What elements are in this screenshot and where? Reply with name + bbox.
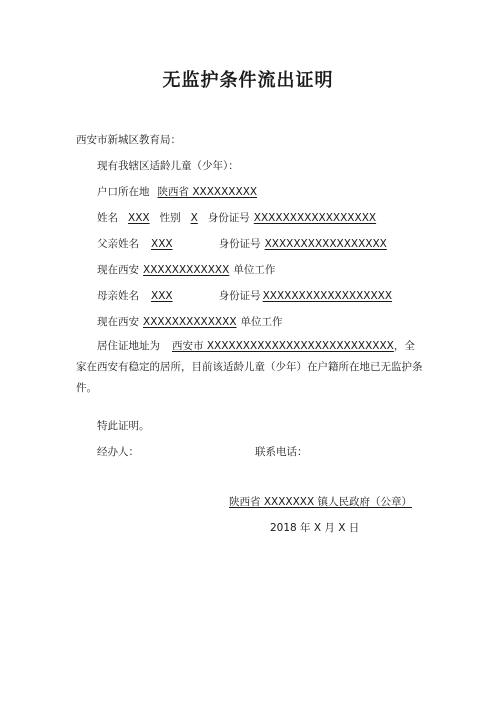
mother-work-line xyxy=(97,315,283,329)
child-info-line xyxy=(97,211,376,225)
father-label: 父亲姓名 xyxy=(97,238,139,250)
handler-label: 经办人： xyxy=(97,446,139,458)
father-line xyxy=(97,237,387,251)
residence-paragraph xyxy=(76,336,424,399)
father-id: XXXXXXXXXXXXXXXXX xyxy=(264,238,387,250)
id-label: 身份证号 xyxy=(207,212,250,224)
recipient-line: 西安市新城区教育局： xyxy=(76,134,181,146)
intro-line: 现有我辖区适龄儿童（少年）： xyxy=(97,160,239,172)
residence-value: 西安市 XXXXXXXXXXXXXXXXXXXXXXXXXX xyxy=(172,340,394,352)
mother-work-prefix: 现在西安 xyxy=(97,316,139,328)
mother-label: 母亲姓名 xyxy=(97,290,139,302)
hukou-value: 陕西省 XXXXXXXXX xyxy=(157,186,258,198)
name-label: 姓名 xyxy=(97,212,118,224)
phone-label: 联系电话： xyxy=(255,446,308,458)
date-line: 2018 年 X 月 X 日 xyxy=(270,522,360,534)
mother-name: XXX xyxy=(151,290,173,302)
father-id-label: 身份证号 xyxy=(218,238,261,250)
name-value: XXX xyxy=(128,212,150,224)
gender-value: X xyxy=(190,212,198,224)
father-name: XXX xyxy=(151,238,173,250)
issuer: 陕西省 XXXXXXX 镇人民政府（公章） xyxy=(229,496,413,508)
father-work-prefix: 现在西安 xyxy=(97,264,139,276)
father-work-suffix: 单位工作 xyxy=(233,264,276,276)
signature-line xyxy=(97,445,308,459)
residence-rest: ，全家在西安有稳定的居所，目前该适龄儿童（少年）在户籍所在地已无监护条件。 xyxy=(76,340,423,394)
certify-line: 特此证明。 xyxy=(97,420,150,432)
mother-line xyxy=(97,289,392,303)
issuer-line xyxy=(229,495,412,509)
hukou-label: 户口所在地 xyxy=(97,186,150,198)
id-value: XXXXXXXXXXXXXXXXX xyxy=(253,212,377,224)
residence-label: 居住证地址为 xyxy=(97,340,160,352)
mother-id: XXXXXXXXXXXXXXXXXX xyxy=(262,290,393,302)
document-title: 无监护条件流出证明 xyxy=(162,70,334,91)
mother-work-suffix: 单位工作 xyxy=(240,316,283,328)
father-work-value: XXXXXXXXXXXX xyxy=(143,264,230,276)
mother-work-value: XXXXXXXXXXXXX xyxy=(143,316,237,328)
hukou-line xyxy=(97,185,257,199)
mother-id-label: 身份证号 xyxy=(218,290,261,302)
father-work-line xyxy=(97,263,275,277)
gender-label: 性别 xyxy=(159,212,181,224)
